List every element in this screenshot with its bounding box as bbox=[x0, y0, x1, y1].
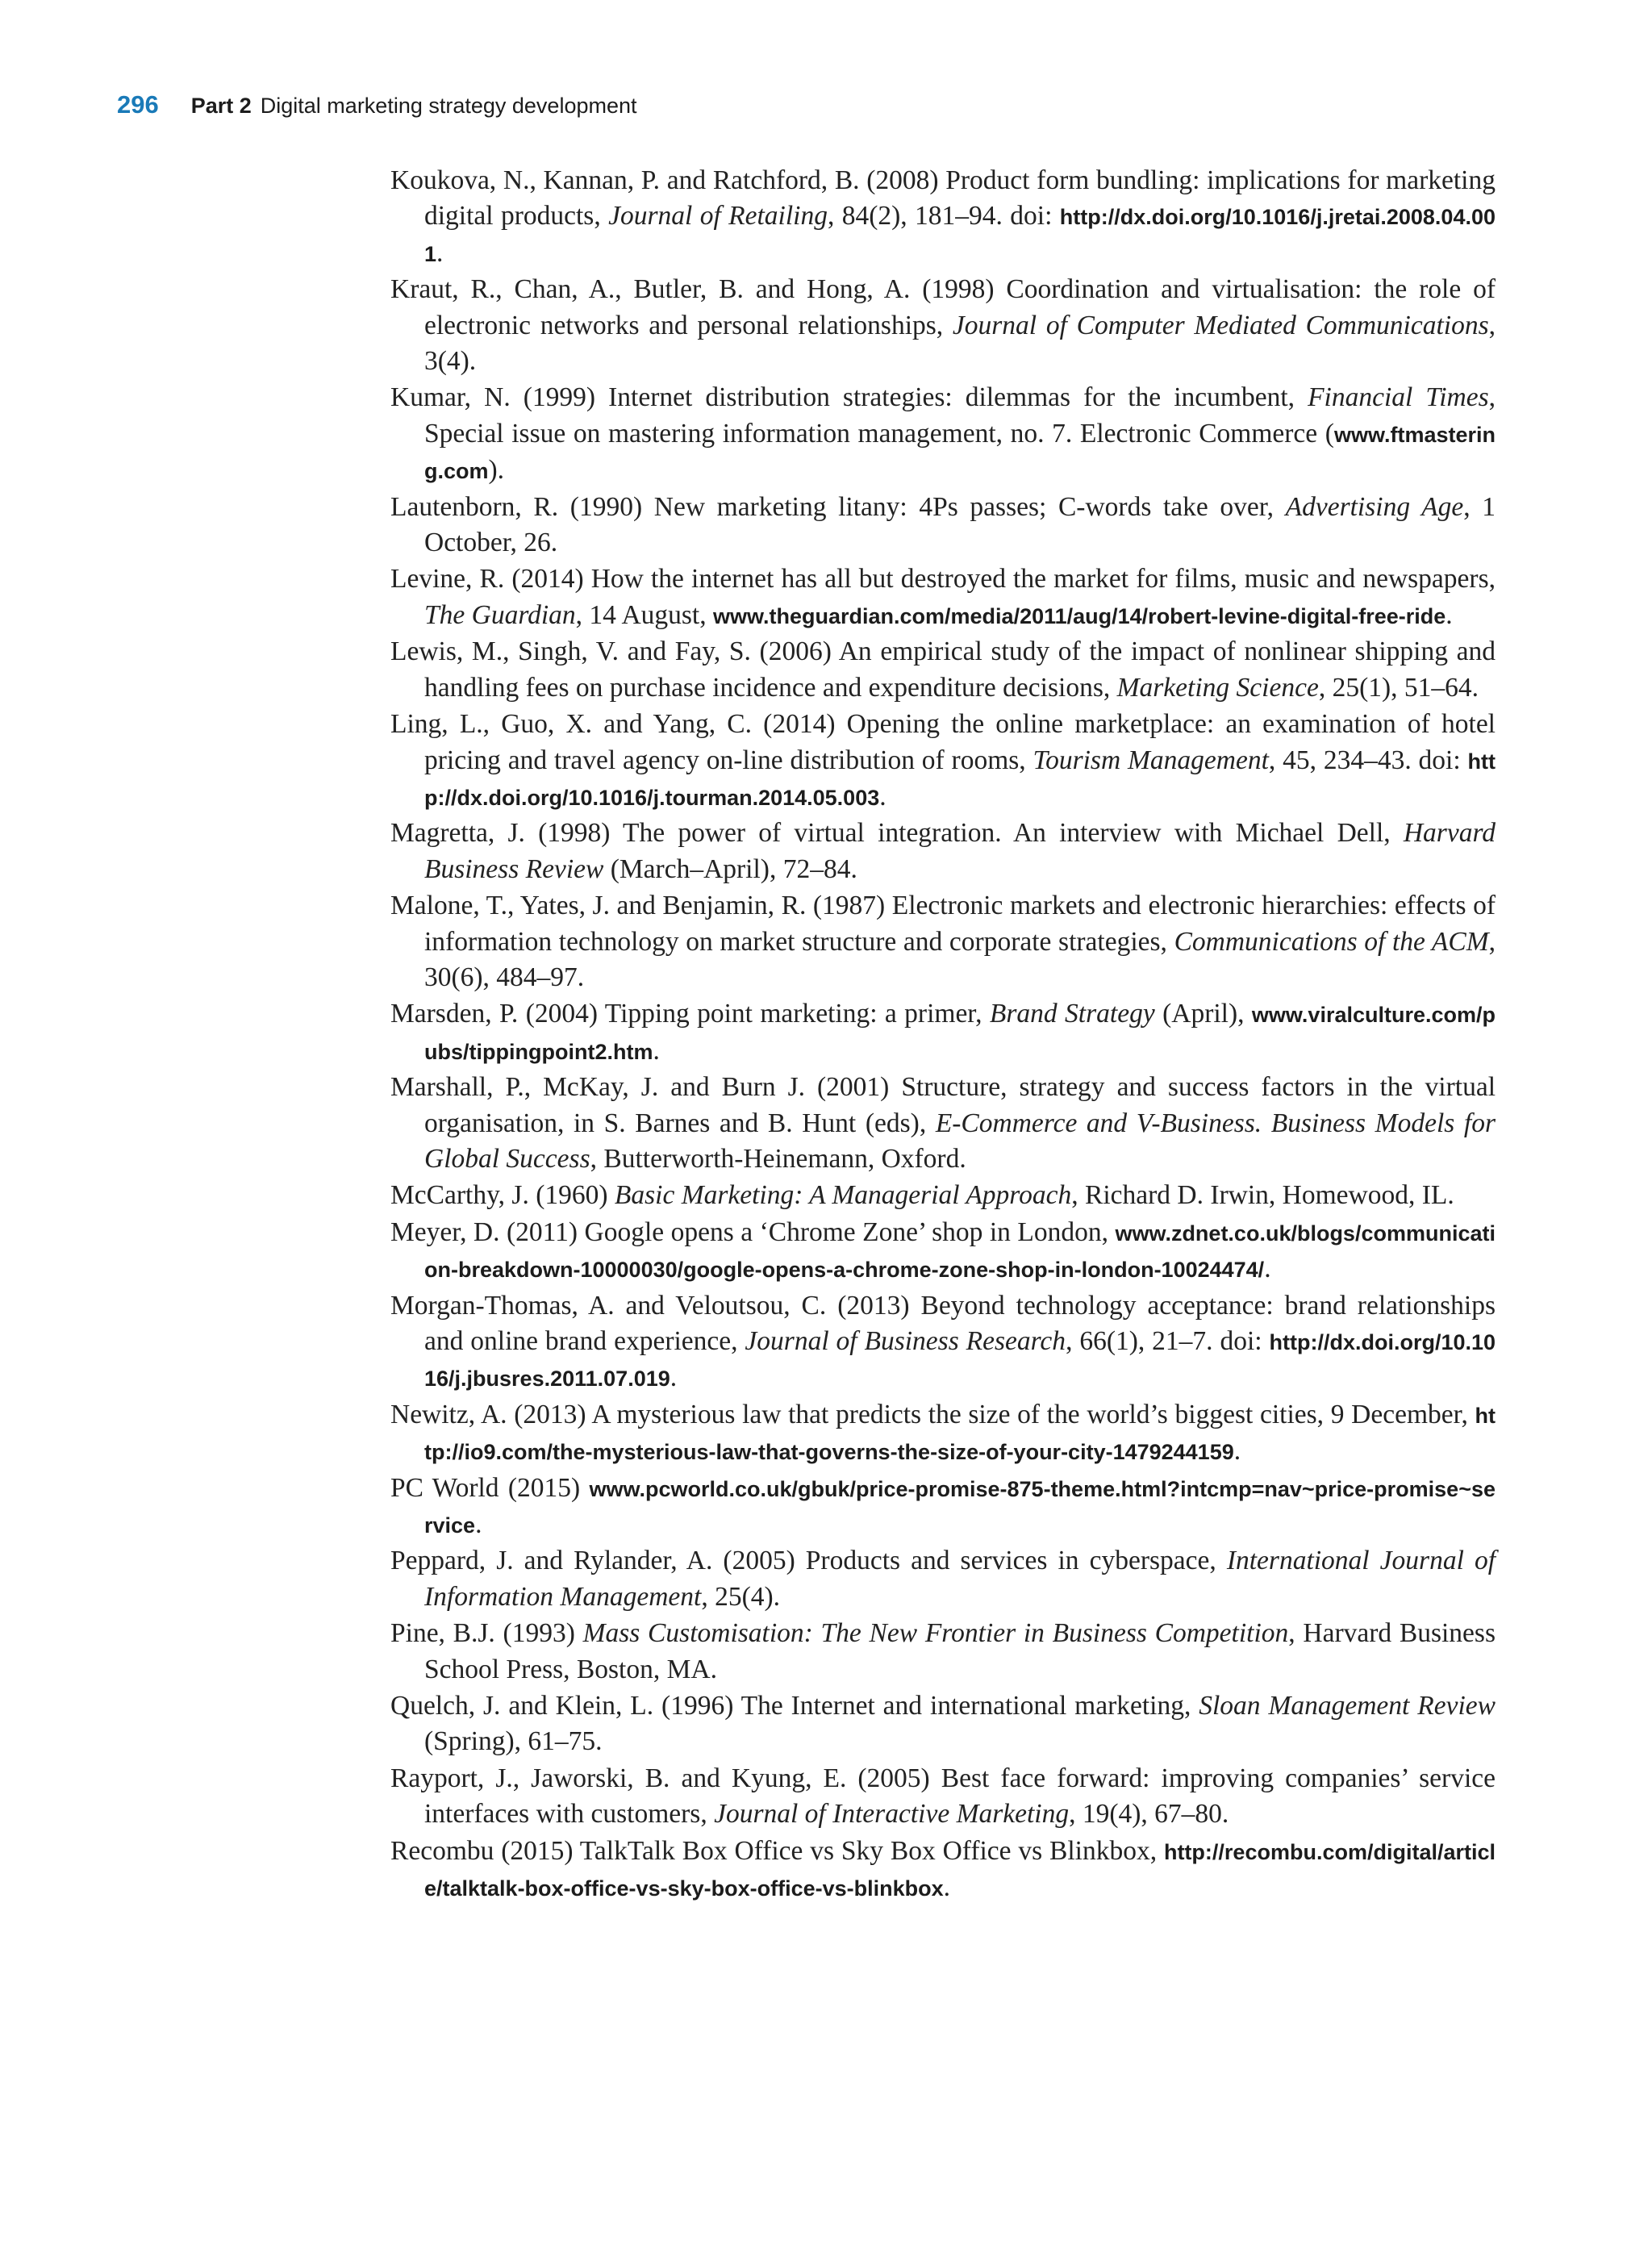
reference-end: . bbox=[670, 1362, 678, 1393]
running-head bbox=[117, 90, 637, 131]
reference-text: Meyer, D. (2011) Google opens a ‘Chrome Zone’ shop in London, bbox=[390, 1216, 1116, 1247]
reference-text: Koukova, N., Kannan, P. and Ratchford, B. (2008) Product form bundling: implications for marketing digital products, bbox=[390, 165, 1496, 232]
reference-end: . bbox=[475, 1509, 482, 1540]
reference-text: Ling, L., Guo, X. and Yang, C. (2014) Opening the online marketplace: an examination of hotel pricing and travel agency on-line distribution of rooms, bbox=[390, 709, 1496, 775]
reference-url[interactable]: http://recombu.com/digital/article/talktalk-box-office-vs-sky-box-office-vs-blinkbox bbox=[424, 1839, 1496, 1901]
reference-details: , Butterworth-Heinemann, Oxford. bbox=[590, 1143, 966, 1174]
reference-url[interactable]: http://io9.com/the-mysterious-law-that-governs-the-size-of-your-city-1479244159 bbox=[424, 1403, 1496, 1465]
reference-entry bbox=[390, 1471, 1496, 1544]
reference-source-title: Communications of the ACM bbox=[1174, 926, 1489, 957]
reference-entry bbox=[390, 816, 1496, 888]
reference-text: Rayport, J., Jaworski, B. and Kyung, E. (2005) Best face forward: improving companies’ service interfaces with customers, bbox=[390, 1763, 1496, 1830]
reference-url[interactable]: www.pcworld.co.uk/gbuk/price-promise-875-theme.html?intcmp=nav~price-promise~service bbox=[424, 1476, 1496, 1538]
reference-url[interactable]: www.ftmastering.com bbox=[424, 422, 1496, 484]
reference-source-title: Financial Times bbox=[1308, 382, 1489, 413]
reference-end: . bbox=[1264, 1254, 1271, 1284]
reference-source-title: Advertising Age bbox=[1285, 491, 1464, 522]
reference-text: Pine, B.J. (1993) bbox=[390, 1618, 583, 1649]
reference-details: , 14 August, bbox=[575, 599, 713, 630]
reference-text: Marshall, P., McKay, J. and Burn J. (2001) Structure, strategy and success factors in the virtual organisation, in S. Barnes and B. Hunt (eds), bbox=[390, 1072, 1496, 1138]
reference-details: , 66(1), 21–7. doi: bbox=[1066, 1326, 1270, 1356]
reference-text: McCarthy, J. (1960) bbox=[390, 1180, 615, 1211]
reference-list bbox=[390, 163, 1496, 1907]
reference-entry bbox=[390, 490, 1496, 562]
reference-source-title: The Guardian bbox=[424, 599, 576, 630]
reference-end: . bbox=[943, 1872, 951, 1903]
reference-end: . bbox=[436, 237, 444, 268]
reference-details: , 45, 234–43. doi: bbox=[1268, 745, 1468, 775]
reference-url[interactable]: www.zdnet.co.uk/blogs/communication-breakdown-10000030/google-opens-a-chrome-zone-shop-in-london-10024474/ bbox=[424, 1221, 1496, 1283]
reference-url[interactable]: http://dx.doi.org/10.1016/j.jbusres.2011.07.019 bbox=[424, 1330, 1496, 1392]
reference-source-title: Journal of Business Research bbox=[745, 1326, 1066, 1356]
reference-details: , 25(4). bbox=[701, 1581, 781, 1612]
reference-text: PC World (2015) bbox=[390, 1472, 590, 1503]
reference-entry bbox=[390, 272, 1496, 380]
reference-details: , Harvard Business School Press, Boston, MA. bbox=[424, 1618, 1496, 1684]
reference-url[interactable]: www.viralculture.com/pubs/tippingpoint2.htm bbox=[424, 1003, 1496, 1064]
reference-text: Levine, R. (2014) How the internet has all but destroyed the market for films, music and newspapers, bbox=[390, 564, 1496, 595]
reference-entry bbox=[390, 888, 1496, 996]
reference-entry bbox=[390, 1215, 1496, 1288]
reference-details: (Spring), 61–75. bbox=[424, 1726, 603, 1757]
reference-end: . bbox=[653, 1035, 660, 1066]
reference-source-title: Sloan Management Review bbox=[1199, 1691, 1496, 1721]
reference-text: Lewis, M., Singh, V. and Fay, S. (2006) An empirical study of the impact of nonlinear shipping and handling fees on purchase incidence and expenditure decisions, bbox=[390, 636, 1496, 703]
reference-url[interactable]: http://dx.doi.org/10.1016/j.jretai.2008.04.001 bbox=[424, 205, 1496, 266]
reference-text: Recombu (2015) TalkTalk Box Office vs Sky Box Office vs Blinkbox, bbox=[390, 1835, 1164, 1866]
reference-text: Newitz, A. (2013) A mysterious law that predicts the size of the world’s biggest cities, 9 December, bbox=[390, 1399, 1475, 1429]
reference-source-title: Brand Strategy bbox=[989, 999, 1155, 1029]
reference-details: (April), bbox=[1154, 999, 1252, 1029]
reference-end: ). bbox=[488, 455, 505, 486]
reference-text: Malone, T., Yates, J. and Benjamin, R. (1987) Electronic markets and electronic hierarchies: effects of information technology on market structure and corporate strategies, bbox=[390, 891, 1496, 957]
reference-entry bbox=[390, 163, 1496, 272]
reference-source-title: Journal of Computer Mediated Communications bbox=[952, 310, 1489, 340]
reference-entry bbox=[390, 634, 1496, 707]
reference-details: , Richard D. Irwin, Homewood, IL. bbox=[1071, 1180, 1454, 1211]
reference-text: Kumar, N. (1999) Internet distribution strategies: dilemmas for the incumbent, bbox=[390, 382, 1308, 413]
reference-source-title: Journal of Retailing bbox=[608, 201, 828, 232]
reference-details: , 25(1), 51–64. bbox=[1318, 672, 1479, 703]
reference-details: , 19(4), 67–80. bbox=[1069, 1799, 1229, 1830]
reference-source-title: Harvard Business Review bbox=[424, 818, 1496, 884]
reference-entry bbox=[390, 380, 1496, 489]
reference-entry bbox=[390, 1543, 1496, 1616]
reference-end: . bbox=[879, 781, 886, 812]
reference-entry bbox=[390, 1761, 1496, 1834]
reference-source-title: Basic Marketing: A Managerial Approach bbox=[614, 1180, 1072, 1211]
reference-entry bbox=[390, 1070, 1496, 1178]
reference-entry bbox=[390, 1397, 1496, 1471]
reference-details: (March–April), 72–84. bbox=[603, 853, 857, 884]
reference-details: , Special issue on mastering information management, no. 7. Electronic Commerce ( bbox=[424, 382, 1496, 449]
reference-entry bbox=[390, 996, 1496, 1070]
reference-text: Magretta, J. (1998) The power of virtual integration. An interview with Michael Dell, bbox=[390, 818, 1404, 849]
reference-entry bbox=[390, 1616, 1496, 1688]
reference-details: , 84(2), 181–94. doi: bbox=[827, 201, 1060, 232]
reference-end: . bbox=[1233, 1436, 1241, 1467]
reference-source-title: Journal of Interactive Marketing bbox=[714, 1799, 1070, 1830]
reference-entry bbox=[390, 707, 1496, 816]
reference-source-title: E-Commerce and V-Business. Business Models for Global Success bbox=[424, 1108, 1496, 1174]
reference-text: Marsden, P. (2004) Tipping point marketing: a primer, bbox=[390, 999, 990, 1029]
reference-entry bbox=[390, 1288, 1496, 1397]
reference-source-title: International Journal of Information Management bbox=[424, 1546, 1496, 1612]
reference-entry bbox=[390, 1688, 1496, 1761]
reference-entry bbox=[390, 1178, 1496, 1214]
reference-text: Lautenborn, R. (1990) New marketing litany: 4Ps passes; C-words take over, bbox=[390, 491, 1286, 522]
reference-details: , 1 October, 26. bbox=[424, 491, 1496, 558]
page-number: 296 bbox=[117, 90, 159, 119]
reference-source-title: Mass Customisation: The New Frontier in Business Competition bbox=[582, 1618, 1289, 1649]
part-label: Part 2 bbox=[190, 94, 252, 118]
reference-end: . bbox=[1446, 599, 1453, 630]
reference-text: Peppard, J. and Rylander, A. (2005) Products and services in cyberspace, bbox=[390, 1546, 1227, 1576]
reference-details: , 3(4). bbox=[424, 310, 1496, 377]
reference-entry bbox=[390, 1834, 1496, 1907]
reference-entry bbox=[390, 561, 1496, 634]
reference-text: Kraut, R., Chan, A., Butler, B. and Hong, A. (1998) Coordination and virtualisation: the role of electronic networks and personal relationships, bbox=[390, 274, 1496, 340]
reference-text: Quelch, J. and Klein, L. (1996) The Internet and international marketing, bbox=[390, 1691, 1199, 1721]
reference-url[interactable]: http://dx.doi.org/10.1016/j.tourman.2014.05.003 bbox=[424, 749, 1496, 810]
reference-url[interactable]: www.theguardian.com/media/2011/aug/14/robert-levine-digital-free-ride bbox=[713, 603, 1446, 628]
part-title: Digital marketing strategy development bbox=[260, 94, 637, 118]
reference-source-title: Marketing Science bbox=[1116, 672, 1319, 703]
reference-details: , 30(6), 484–97. bbox=[424, 926, 1496, 992]
reference-text: Morgan-Thomas, A. and Veloutsou, C. (2013) Beyond technology acceptance: brand relationships and online brand experience, bbox=[390, 1290, 1496, 1356]
reference-source-title: Tourism Management bbox=[1032, 745, 1269, 775]
